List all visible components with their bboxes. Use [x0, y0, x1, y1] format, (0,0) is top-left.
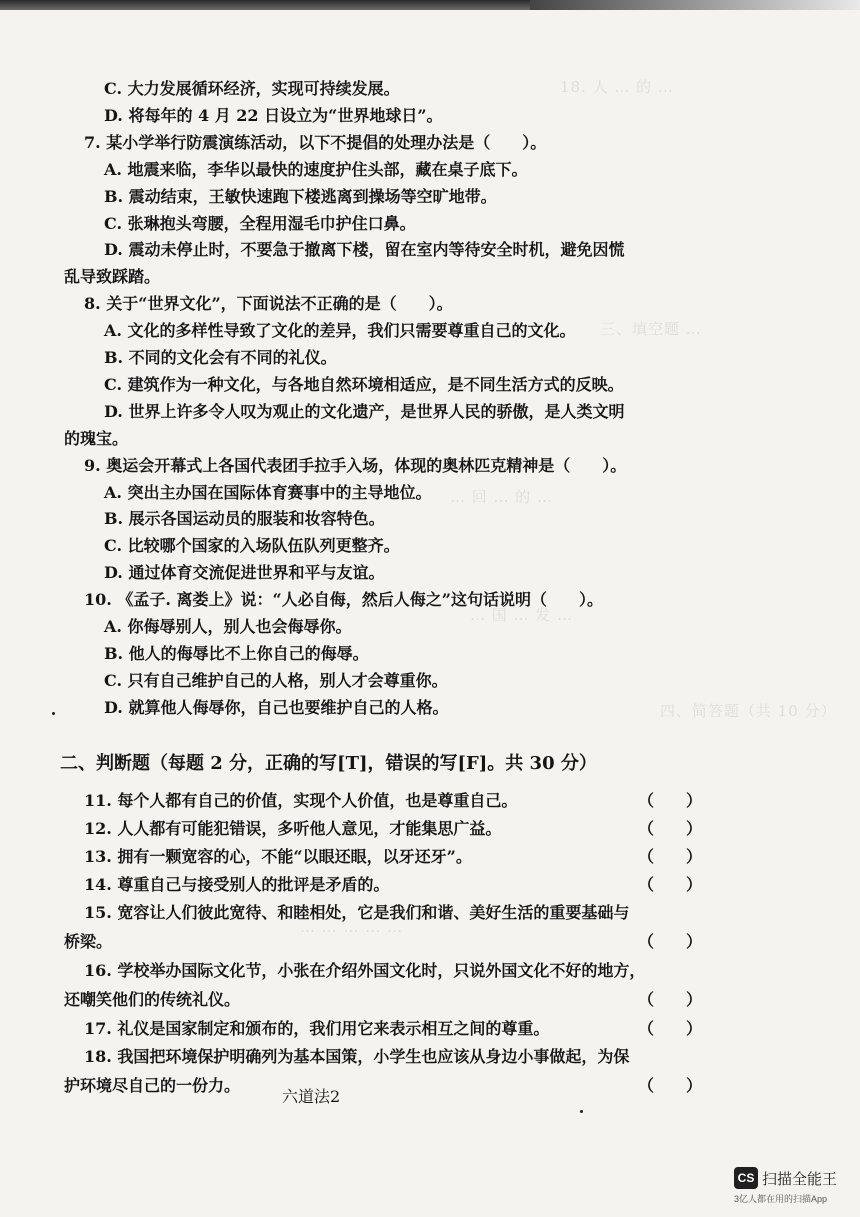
answer-option: A. 突出主办国在国际体育赛事中的主导地位。: [104, 482, 432, 502]
answer-option: D. 就算他人侮辱你，自己也要维护自己的人格。: [104, 697, 449, 717]
answer-option: A. 地震来临，李华以最快的速度护住头部，藏在桌子底下。: [104, 159, 528, 179]
bleed-through: 四、简答题（共 10 分）: [660, 702, 837, 720]
bleed-through: … 国 … 发 …: [470, 606, 574, 624]
judge-question: 12. 人人都有可能犯错误，多听他人意见，才能集思广益。: [84, 819, 502, 838]
answer-bracket[interactable]: （ ）: [638, 819, 703, 838]
answer-option: B. 展示各国运动员的服装和妆容特色。: [104, 509, 385, 529]
option-continuation: 的瑰宝。: [64, 428, 129, 448]
watermark-sub: 3亿人都在用的扫描App: [734, 1194, 828, 1204]
question-stem: 10. 《孟子. 离娄上》说：“人必自侮，然后人侮之”这句话说明（ ）。: [84, 590, 603, 610]
answer-option: C. 比较哪个国家的入场队伍队列更整齐。: [104, 536, 400, 556]
judge-question: 16. 学校举办国际文化节，小张在介绍外国文化时，只说外国文化不好的地方，: [84, 961, 646, 980]
judge-question: 18. 我国把环境保护明确列为基本国策，小学生也应该从身边小事做起，为保: [84, 1047, 630, 1066]
judge-continuation: 桥梁。: [64, 932, 113, 951]
answer-option: C. 大力发展循环经济，实现可持续发展。: [104, 79, 400, 98]
answer-bracket[interactable]: （ ）: [638, 1019, 703, 1038]
question-stem: 8. 关于“世界文化”，下面说法不正确的是（ ）。: [84, 294, 453, 314]
answer-option: A. 你侮辱别人，别人也会侮辱你。: [104, 617, 352, 636]
judge-continuation: 护环境尽自己的一份力。: [64, 1076, 241, 1095]
bleed-through: 三、填空题 …: [600, 320, 702, 338]
judge-question: 11. 每个人都有自己的价值，实现个人价值，也是尊重自己。: [84, 791, 518, 810]
bleed-through: 18. 人 … 的 …: [560, 78, 674, 96]
question-stem: 9. 奥运会开幕式上各国代表团手拉手入场，体现的奥林匹克精神是（ ）。: [84, 455, 627, 475]
cs-logo-icon: CS: [734, 1167, 758, 1189]
answer-option: D. 震动未停止时，不要急于撤离下楼，留在室内等待安全时机，避免因慌: [104, 240, 625, 260]
answer-option: C. 只有自己维护自己的人格，别人才会尊重你。: [104, 670, 448, 690]
bleed-through: … … … … …: [300, 918, 404, 936]
answer-option: A. 文化的多样性导致了文化的差异，我们只需要尊重自己的文化。: [104, 321, 576, 341]
scan-speck: [580, 1110, 583, 1113]
answer-option: D. 通过体育交流促进世界和平与友谊。: [104, 563, 385, 583]
judge-question: 17. 礼仪是国家制定和颁布的，我们用它来表示相互之间的尊重。: [84, 1019, 550, 1038]
answer-option: B. 他人的侮辱比不上你自己的侮辱。: [104, 643, 369, 663]
answer-bracket[interactable]: （ ）: [638, 1076, 703, 1095]
answer-option: C. 张琳抱头弯腰，全程用湿毛巾护住口鼻。: [104, 213, 416, 233]
section-title: 二、判断题（每题 2 分，正确的写[T]，错误的写[F]。共 30 分）: [60, 753, 597, 774]
answer-option: D. 将每年的 4 月 22 日设立为“世界地球日”。: [104, 105, 443, 125]
scan-top-edge: [0, 0, 860, 10]
answer-option: C. 建筑作为一种文化，与各地自然环境相适应，是不同生活方式的反映。: [104, 374, 624, 394]
answer-bracket[interactable]: （ ）: [638, 875, 703, 894]
answer-option: B. 震动结束，王敏快速跑下楼逃离到操场等空旷地带。: [104, 186, 497, 206]
page-footer: 六道法2: [282, 1087, 341, 1106]
answer-bracket[interactable]: （ ）: [638, 791, 703, 810]
option-continuation: 乱导致踩踏。: [64, 267, 161, 287]
question-stem: 7. 某小学举行防震演练活动，以下不提倡的处理办法是（ ）。: [84, 132, 547, 152]
answer-bracket[interactable]: （ ）: [638, 990, 703, 1009]
judge-continuation: 还嘲笑他们的传统礼仪。: [64, 990, 241, 1009]
judge-question: 15. 宽容让人们彼此宽待、和睦相处，它是我们和谐、美好生活的重要基础与: [84, 903, 630, 922]
bleed-through: … 回 … 的 …: [450, 488, 554, 506]
answer-bracket[interactable]: （ ）: [638, 847, 703, 866]
scan-speck: [52, 712, 55, 715]
judge-question: 14. 尊重自己与接受别人的批评是矛盾的。: [84, 875, 390, 894]
judge-question: 13. 拥有一颗宽容的心，不能“以眼还眼，以牙还牙”。: [84, 847, 472, 866]
answer-option: B. 不同的文化会有不同的礼仪。: [104, 348, 337, 367]
watermark-name: 扫描全能王: [762, 1171, 838, 1188]
answer-option: D. 世界上许多令人叹为观止的文化遗产，是世界人民的骄傲，是人类文明: [104, 401, 625, 421]
answer-bracket[interactable]: （ ）: [638, 932, 703, 951]
